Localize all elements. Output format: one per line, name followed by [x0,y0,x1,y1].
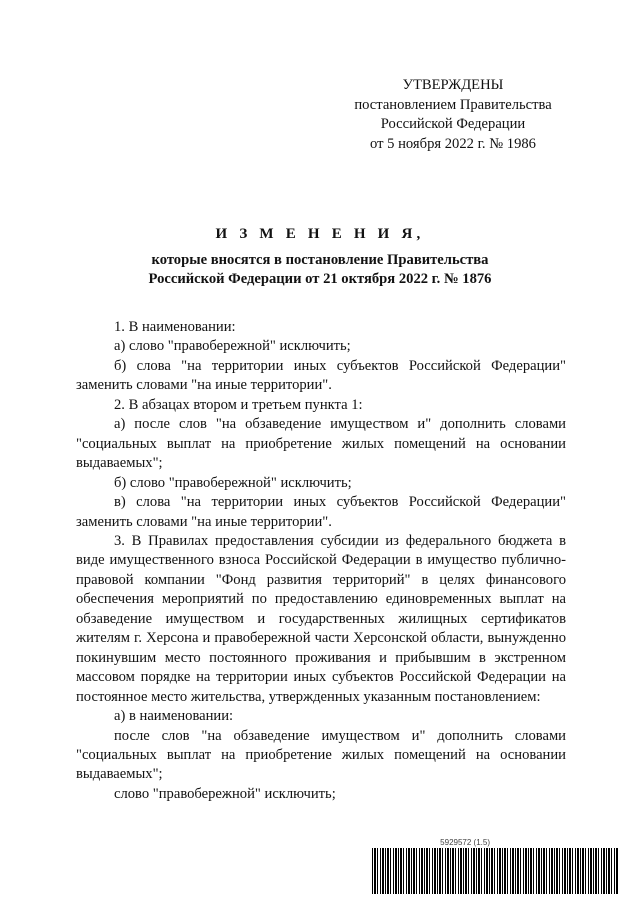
approval-line-date: от 5 ноября 2022 г. № 1986 [370,135,536,152]
document-body [76,318,566,804]
document-subtitle-line1: которые вносятся в постановление Правительства [151,252,489,268]
paragraph: а) после слов "на обзаведение имуществом и" дополнить словами "социальных выплат на приобретение жилых помещений на основании выдаваемых"; [76,416,566,472]
paragraph: а) в наименовании: [114,708,234,725]
document-title: И З М Е Н Е Н И Я, [215,226,425,242]
document-heading [60,226,580,289]
barcode-bars [372,848,618,894]
paragraph: в) слова "на территории иных субъектов Российской Федерации" заменить словами "на иные территории". [76,494,566,530]
paragraph: 1. В наименовании: [114,319,236,335]
approval-stamp [338,76,568,154]
approval-line-federation: Российской Федерации [380,116,526,132]
paragraph: а) слово "правобережной" исключить; [114,338,351,355]
document-subtitle-line2: Российской Федерации от 21 октября 2022 г. № 1876 [148,271,492,287]
paragraph: 3. В Правилах предоставления субсидии из федерального бюджета в виде имущественного взноса Российской Федерации в имущество публично-правовой компании "Фонд развития территорий" в целях финансового обеспечения мероприятий по предоставлению единовременных выплат на обзаведение имуществом и государственных жилищных сертификатов жителям г. Херсона и правобережной части Херсонской области, вынужденно покинувшим место постоянного проживания и прибывшим в экстренном массовом порядке на территории иных субъектов Российской Федерации на постоянное место жительства, утвержденных указанным постановлением: [76,532,566,705]
approval-title: УТВЕРЖДЕНЫ [402,77,504,93]
barcode-number: 5929572 (1.5) [440,838,490,847]
paragraph: б) слово "правобережной" исключить; [114,474,352,491]
approval-line-government: постановлением Правительства [354,96,552,113]
paragraph: после слов "на обзаведение имуществом и" дополнить словами "социальных выплат на приобретение жилых помещений на основании выдаваемых"; [76,727,566,783]
paragraph: б) слова "на территории иных субъектов Российской Федерации" заменить словами "на иные территории". [76,357,566,394]
paragraph: 2. В абзацах втором и третьем пункта 1: [114,396,363,413]
paragraph: слово "правобережной" исключить; [114,785,336,802]
